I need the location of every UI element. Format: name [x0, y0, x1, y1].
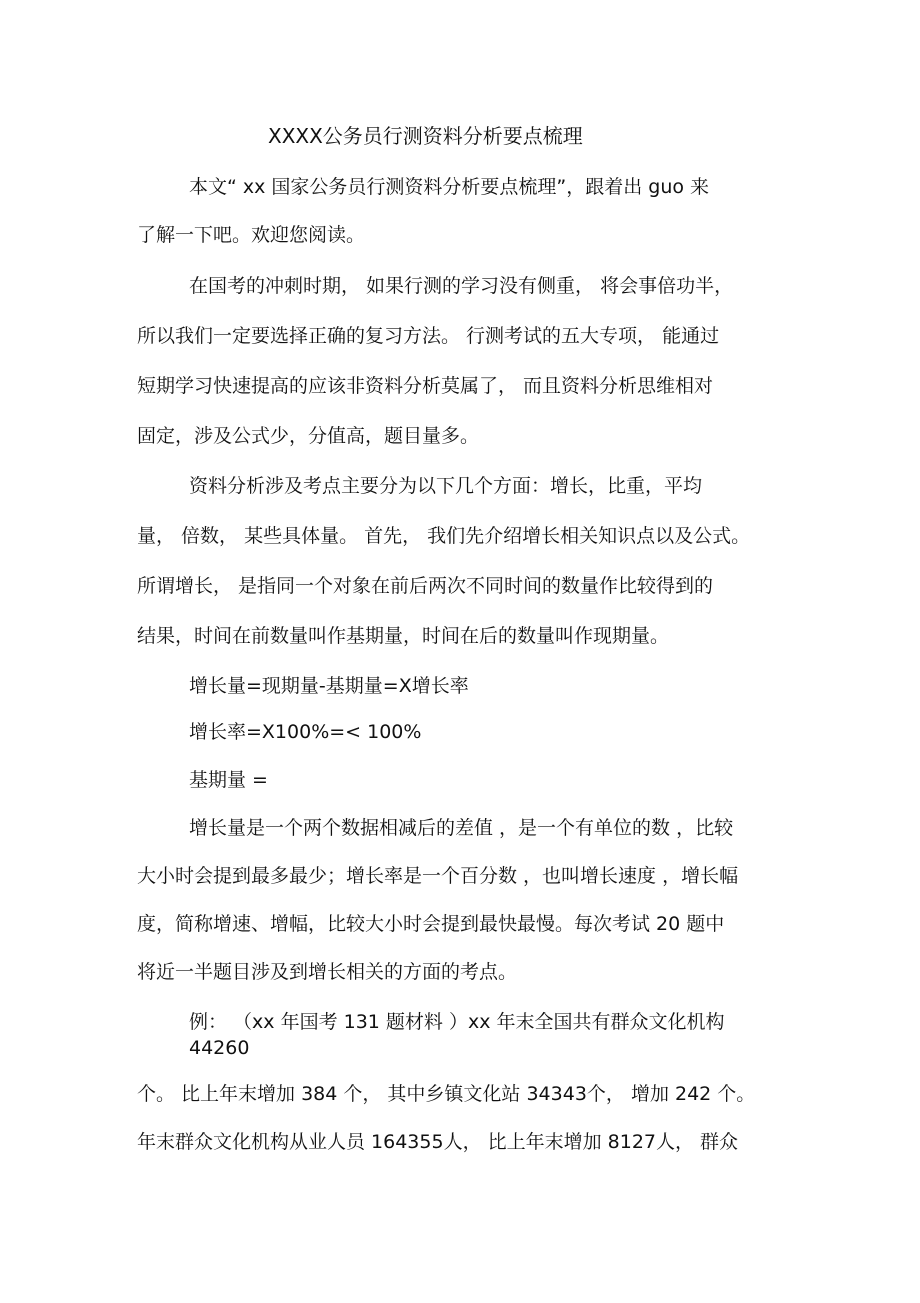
example-line: 44260 — [189, 1037, 250, 1059]
document-title: XXXX公务员行测资料分析要点梳理 — [268, 124, 583, 148]
paragraph-line: 所以我们一定要选择正确的复习方法。 行测考试的五大专项， 能通过 — [137, 325, 720, 347]
paragraph-line: 资料分析涉及考点主要分为以下几个方面：增长，比重，平均 — [189, 475, 703, 497]
paragraph-line: 在国考的冲刺时期， 如果行测的学习没有侧重， 将会事倍功半， — [189, 275, 734, 297]
paragraph-line: 所谓增长， 是指同一个对象在前后两次不同时间的数量作比较得到的 — [137, 575, 714, 597]
paragraph-line: 年末群众文化机构从业人员 164355人， 比上年末增加 8127人， 群众 — [137, 1131, 739, 1153]
paragraph-line: 量， 倍数， 某些具体量。 首先， 我们先介绍增长相关知识点以及公式。 — [137, 525, 751, 547]
paragraph-line: 结果，时间在前数量叫作基期量，时间在后的数量叫作现期量。 — [137, 625, 670, 647]
paragraph-line: 了解一下吧。欢迎您阅读。 — [137, 224, 366, 246]
formula-line: 增长量=现期量-基期量=X增长率 — [189, 675, 469, 697]
paragraph-line: 度，简称增速、增幅，比较大小时会提到最快最慢。每次考试 20 题中 — [137, 913, 725, 935]
paragraph-line: 本文“ xx 国家公务员行测资料分析要点梳理”，跟着出 guo 来 — [189, 176, 710, 198]
paragraph-line: 大小时会提到最多最少；增长率是一个百分数 ，也叫增长速度 ，增长幅 — [137, 865, 739, 887]
paragraph-line: 增长量是一个两个数据相减后的差值 ，是一个有单位的数 ，比较 — [189, 817, 734, 839]
paragraph-line: 固定，涉及公式少，分值高，题目量多。 — [137, 425, 480, 447]
paragraph-line: 将近一半题目涉及到增长相关的方面的考点。 — [137, 961, 518, 983]
formula-line: 基期量 = — [189, 769, 268, 791]
example-line: 例： （xx 年国考 131 题材料 ）xx 年末全国共有群众文化机构 — [189, 1011, 725, 1033]
paragraph-line: 个。 比上年末增加 384 个， 其中乡镇文化站 34343个， 增加 242 个。 — [137, 1083, 756, 1105]
paragraph-line: 短期学习快速提高的应该非资料分析莫属了， 而且资料分析思维相对 — [137, 375, 714, 397]
formula-line: 增长率=X100%=< 100% — [189, 721, 422, 743]
